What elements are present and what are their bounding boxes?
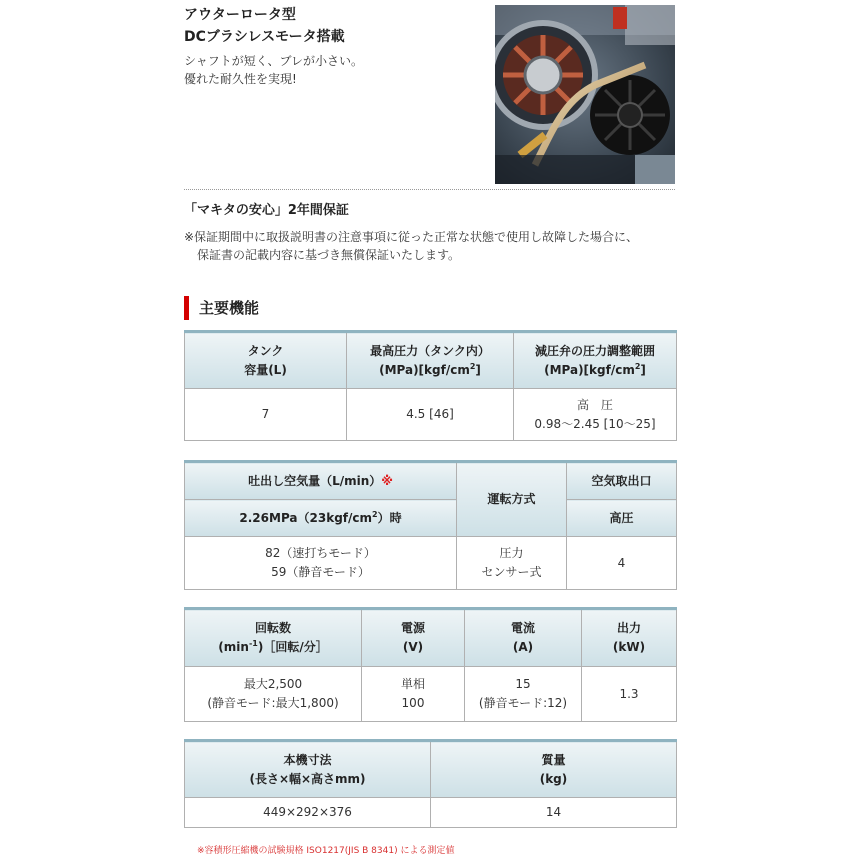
header-air-outlet: 空気取出口 [567, 462, 677, 500]
feature-desc-line2: 優れた耐久性を実現! [184, 72, 297, 86]
spec-table-motor [184, 607, 677, 722]
value-weight: 14 [431, 798, 677, 828]
spec-table-dimensions [184, 739, 677, 828]
header-regulator-range: 減圧弁の圧力調整範囲 $(MPa)[kgf/cm^2]$ [514, 332, 677, 389]
spec-table-air [184, 460, 677, 590]
warranty-title: 「マキタの安心」2年間保証 [184, 203, 349, 218]
header-power-supply: 電源 (V) [362, 609, 465, 667]
value-rotation-speed: 最大2,500 (静音モード:最大1,800) [185, 667, 362, 722]
value-dimensions: 449×292×376 [185, 798, 431, 828]
header-weight: 質量 (kg) [431, 741, 677, 798]
value-power-supply: 単相 100 [362, 667, 465, 722]
feature-title-line1: アウターロータ型 [184, 7, 296, 23]
air-delivery-mark: ※ [381, 473, 393, 488]
value-output: 1.3 [582, 667, 677, 722]
warranty-note-line1: ※保証期間中に取扱説明書の注意事項に従った正常な状態で使用し故障した場合に、 [184, 230, 639, 244]
value-current: 15 (静音モード:12) [465, 667, 582, 722]
divider [184, 189, 675, 190]
value-tank-capacity: 7 [185, 389, 347, 441]
warranty-note-line2: 保証書の記載内容に基づき無償保証いたします。 [197, 248, 461, 262]
value-operation-method: 圧力 センサー式 [457, 537, 567, 590]
header-current: 電流 (A) [465, 609, 582, 667]
header-rotation-speed: 回転数 $(\min^{-1})[$回転/分］ [185, 609, 362, 667]
value-air-delivery: 82（速打ちモード） 59（静音モード） [185, 537, 457, 590]
feature-title-line2: DCブラシレスモータ搭載 [184, 29, 345, 45]
header-air-delivery-condition: $2.26MPa(23kgf/cm^2)$時 [185, 500, 457, 537]
value-regulator-range: 高 圧 0.98～2.45 [10～25] [514, 389, 677, 441]
spec-table-tank [184, 330, 677, 441]
header-operation-method: 運転方式 [457, 462, 567, 537]
header-max-pressure: 最高圧力（タンク内） $(MPa)[kgf/cm^2]$ [347, 332, 514, 389]
motor-photo [495, 5, 675, 184]
feature-desc-line1: シャフトが短く、ブレが小さい。 [184, 54, 364, 68]
header-tank-capacity: タンク 容量(L) [185, 332, 347, 389]
header-air-outlet-type: 高圧 [567, 500, 677, 537]
value-air-outlet: 4 [567, 537, 677, 590]
footnote: ※容積形圧縮機の試験規格 ISO1217(JIS B 8341) による測定値 [197, 846, 455, 856]
header-air-delivery: 吐出し空気量（L/min）※ [185, 462, 457, 500]
header-dimensions: 本機寸法 (長さ×幅×高さmm) [185, 741, 431, 798]
header-output: 出力 (kW) [582, 609, 677, 667]
value-max-pressure: 4.5 [46] [347, 389, 514, 441]
section-title: 主要機能 [184, 296, 259, 320]
